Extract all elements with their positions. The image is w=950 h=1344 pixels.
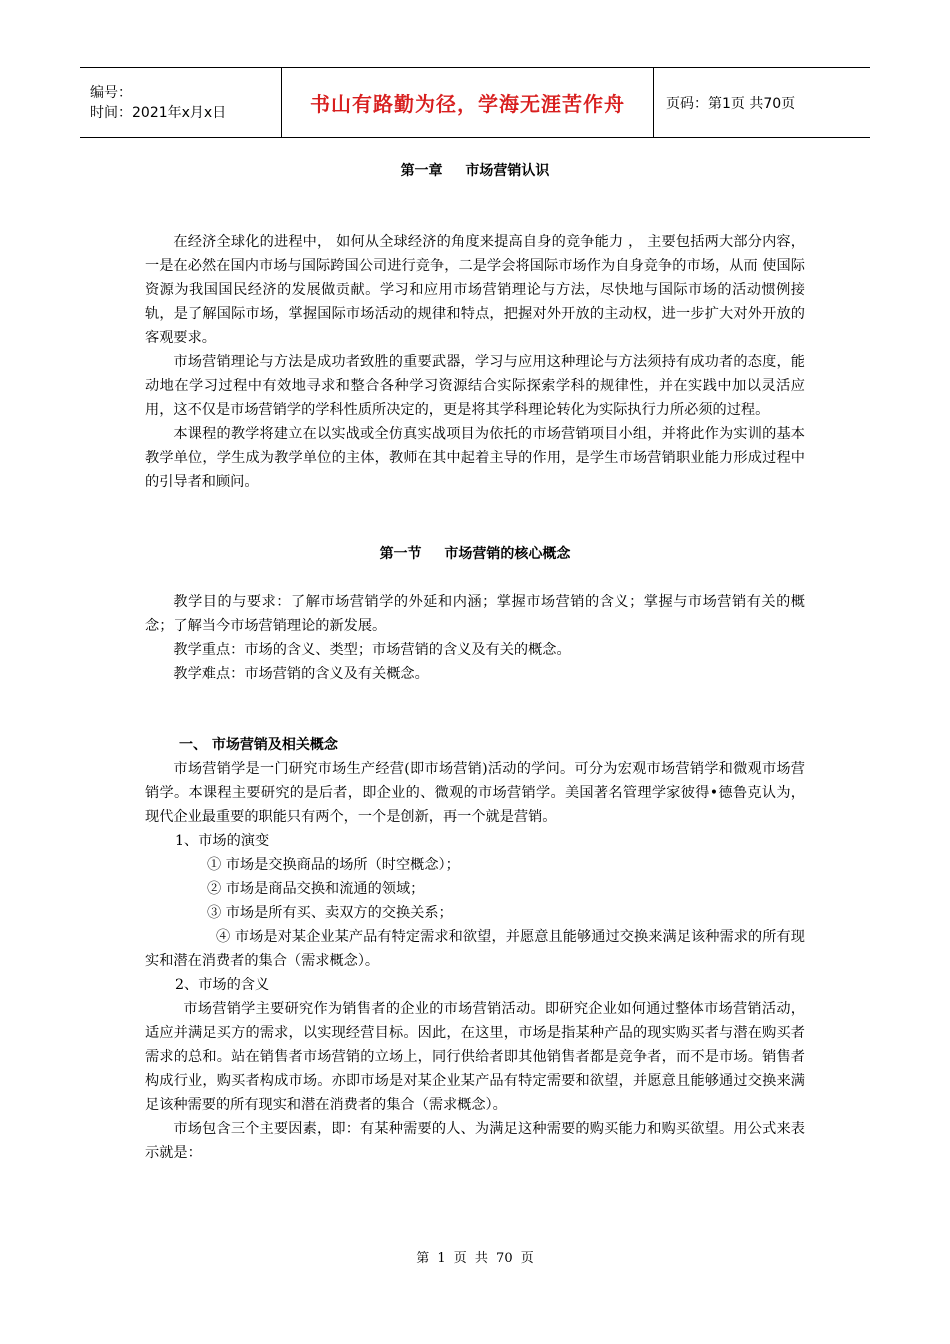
chapter-title: 第一章 市场营销认识 [400,163,550,179]
header-motto: 书山有路勤为径，学海无涯苦作舟 [310,92,625,116]
teaching-key-points: 教学重点：市场的含义、类型；市场营销的含义及有关的概念。 [173,642,571,658]
part1-heading: 一、 市场营销及相关概念 [179,737,338,753]
intro-section [145,230,805,494]
part1-section [145,733,805,1165]
header-motto-cell [282,68,654,137]
list-item: ② 市场是商品交换和流通的领域； [207,881,425,897]
objectives-section [145,590,805,686]
document-number-label: 编号： [90,84,132,101]
part1-paragraph-1: 市场营销学是一门研究市场生产经营(即市场营销)活动的学问。可分为宏观市场营销学和微观市场营销学。本课程主要研究的是后者，即企业的、微观的市场营销学。美国著名管理学家彼得•德鲁克认为，现代企业最重要的职能只有两个，一个是创新，再一个就是营销。 [145,761,805,825]
part1-paragraph-3: 市场包含三个主要因素，即：有某种需要的人、为满足这种需要的购买能力和购买欲望。用公式来表示就是： [145,1121,805,1161]
document-date: 时间：2021年x月x日 [90,104,227,121]
list-item: ④ 市场是对某企业某产品有特定需求和欲望，并愿意且能够通过交换来满足该种需求的所有现实和潜在消费者的集合（需求概念）。 [145,929,805,969]
part1-paragraph-2: 市场营销学主要研究作为销售者的企业的市场营销活动。即研究企业如何通过整体市场营销活动，适应并满足买方的需求，以实现经营目标。因此，在这里，市场是指某种产品的现实购买者与潜在购买者需求的总和。站在销售者市场营销的立场上，同行供给者即其他销售者都是竞争者，而不是市场。销售者构成行业，购买者构成市场。亦即市场是对某企业某产品有特定需要和欲望，并愿意且能够通过交换来满足该种需要的所有现实和潜在消费者的集合（需求概念）。 [145,1001,805,1113]
header-meta [80,68,282,137]
list-item: ① 市场是交换商品的场所（时空概念）； [207,857,460,873]
document-header [80,67,870,138]
subheading-market-evolution: 1、市场的演变 [175,833,270,849]
intro-paragraph-1: 在经济全球化的进程中， 如何从全球经济的角度来提高自身的竞争能力 ， 主要包括两大部分内容，一是在必然在国内市场与国际跨国公司进行竞争，二是学会将国际市场作为自身竞争的市场，从而 使国际资源为我国国民经济的发展做贡献。学习和应用市场营销理论与方法，尽快地与国际市场的活动惯例接轨，是了解国际市场，掌握国际市场活动的规律和特点，把握对外开放的主动权，进一步扩大对外开放的客观要求。 [145,234,805,346]
teaching-difficulties: 教学难点：市场营销的含义及有关概念。 [173,666,429,682]
page-footer: 第 1 页 共 70 页 [416,1251,534,1266]
list-item: ③ 市场是所有买、卖双方的交换关系； [207,905,453,921]
intro-paragraph-3: 本课程的教学将建立在以实战或全仿真实战项目为依托的市场营销项目小组，并将此作为实训的基本教学单位，学生成为教学单位的主体，教师在其中起着主导的作用，是学生市场营销职业能力形成过程中的引导者和顾问。 [145,426,805,490]
teaching-objectives: 教学目的与要求：了解市场营销学的外延和内涵；掌握市场营销的含义；掌握与市场营销有关的概念；了解当今市场营销理论的新发展。 [145,594,805,634]
intro-paragraph-2: 市场营销理论与方法是成功者致胜的重要武器，学习与应用这种理论与方法须持有成功者的态度，能动地在学习过程中有效地寻求和整合各种学习资源结合实际探索学科的规律性，并在实践中加以灵活应用，这不仅是市场营销学的学科性质所决定的，更是将其学科理论转化为实际执行力所必须的过程。 [145,354,805,418]
section-title: 第一节 市场营销的核心概念 [379,546,571,562]
subheading-market-meaning: 2、市场的含义 [175,977,270,993]
header-page-info: 页码：第1页 共70页 [666,95,796,112]
